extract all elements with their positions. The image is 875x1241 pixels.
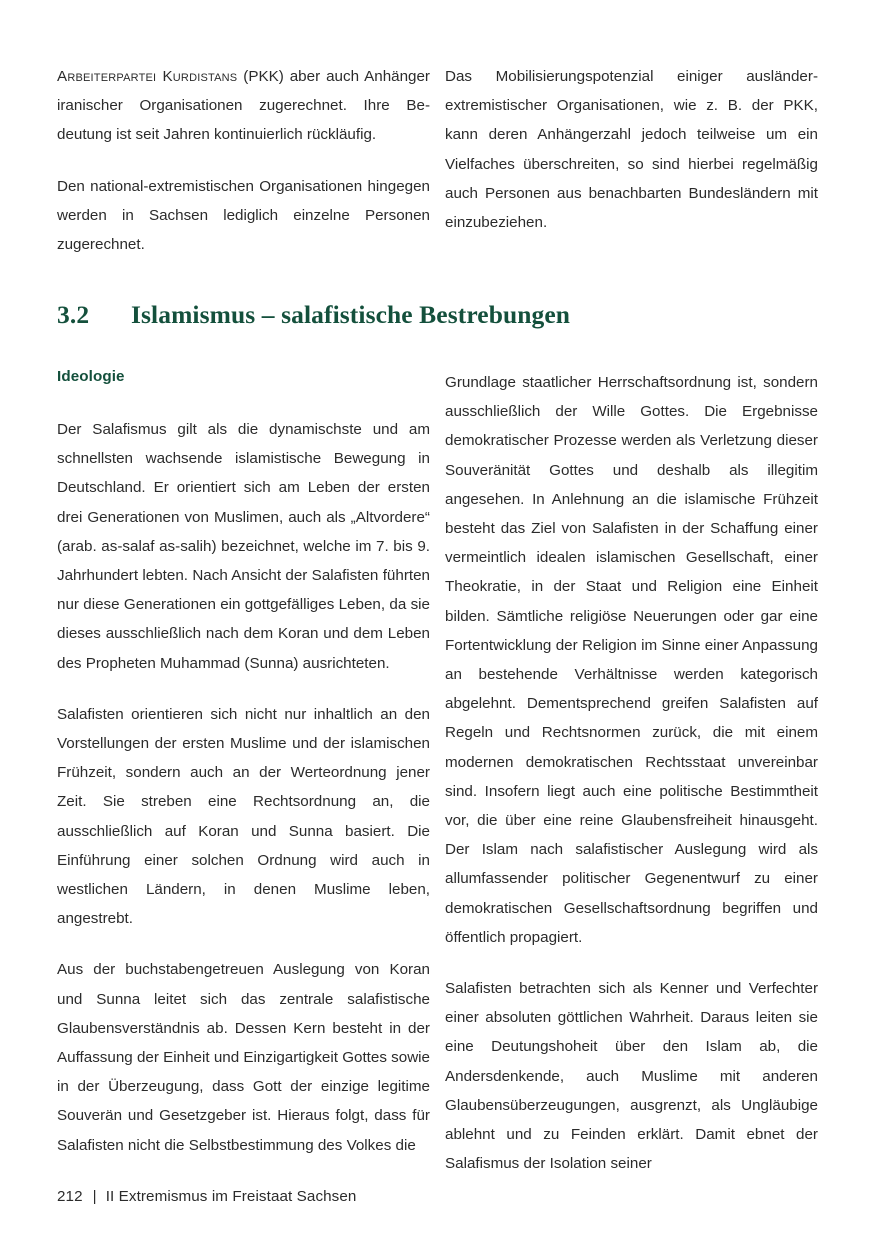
paragraph-text: (PKK) aber auch Anhänger iranischer Organisationen zugerechnet. Ihre Bedeutung ist seit Jahren kontinuierlich rückläufig. xyxy=(57,68,430,144)
page-footer xyxy=(57,1188,356,1205)
top-columns-row xyxy=(57,62,818,259)
section-title: Islamismus – salafistische Bestrebungen xyxy=(131,300,571,329)
paragraph: Grundlage staatlicher Herrschaftsordnung ist, sondern ausschließlich der Wille Gottes. Die Ergebnisse demokratischer Prozesse werden als Verletzung dieser Souveränität Gottes und deshalb als illegitim angesehen. In Anlehnung an die islamische Frühzeit besteht das Ziel von Salafisten in der Schaffung einer vermeintlich idealen islamischen Gesellschaft, einer Theokratie, in der Staat und Religion eine Einheit bilden. Sämtliche religiöse Neuerungen oder gar eine Fortentwicklung der Religion im Sinne einer Anpassung an bestehende Verhältnisse werden kategorisch abgelehnt. Dementsprechend greifen Salafisten auf Regeln und Rechtsnormen zurück, die mit einem modernen demokratischen Rechtsstaat unvereinbar sind. Insofern liegt auch eine politische Bestimmtheit vor, die über eine reine Glaubensfreiheit hinausgeht. Der Islam nach salafistischer Auslegung wird als allumfassender politischer Gegenentwurf zu einer demokratischen Gesellschaftsordnung begriffen und öffentlich propagiert. xyxy=(445,374,818,946)
section-number: 3.2 xyxy=(57,300,90,329)
paragraph: Salafisten betrachten sich als Kenner und Verfechter einer absoluten göttlichen Wahrheit. Daraus leiten sie eine Deutungshoheit über den Islam ab, die Andersdenkende, auch Muslime mit anderen Glaubensüberzeugungen, ausgrenzt, als Ungläubige ablehnt und zu Feinden erklärt. Damit ebnet der Salafismus der Isolation seiner xyxy=(445,980,818,1173)
paragraph: Aus der buchstabengetreuen Auslegung von Koran und Sunna leitet sich das zentrale salafistische Glaubensverständnis ab. Dessen Kern besteht in der Auffassung der Einheit und Einzigartigkeit Gottes sowie in der Überzeugung, dass Gott der einzige legitime Souverän und Gesetzgeber ist. Hieraus folgt, dass für Salafisten nicht die Selbstbestimmung des Volkes die xyxy=(57,961,430,1154)
paragraph: Den national-extremistischen Organisationen hingegen werden in Sachsen lediglich einzelne Personen zugerechnet. xyxy=(57,177,430,254)
top-columns-block xyxy=(57,62,818,259)
paragraph: Der Salafismus gilt als die dynamischste und am schnellsten wachsende islamistische Bewegung in Deutschland. Er orientiert sich am Leben der ersten drei Generationen von Muslimen, auch als „Altvordere“ (arab. as-salaf as-salih) bezeichnet, welche im 7. bis 9. Jahrhundert lebten. Nach Ansicht der Salafisten führten nur diese Generationen ein gottgefälliges Leben, da sie dieses ausschließlich nach dem Koran und dem Leben des Propheten Muhammad (Sunna) ausrichteten. xyxy=(57,421,430,672)
footer-page-number: 212 xyxy=(57,1188,83,1205)
footer-title: II Extremismus im Freistaat Sachsen xyxy=(105,1188,357,1205)
section-heading xyxy=(57,300,805,330)
footer-separator: | xyxy=(92,1188,97,1205)
paragraph xyxy=(57,62,430,150)
subheading-ideologie: Ideologie xyxy=(57,368,125,385)
top-left-column xyxy=(57,62,430,259)
smallcaps-lead: Arbeiterpartei Kurdistans xyxy=(57,68,238,85)
top-right-column xyxy=(445,62,818,237)
paragraph: Das Mobilisierungspotenzial einiger ausländerextremistischer Organisationen, wie z. B. der PKK, kann deren Anhängerzahl jedoch teilweise um ein Vielfaches überschreiten, so sind hierbei regelmäßig auch Personen aus benachbarten Bundesländern mit einzubeziehen. xyxy=(445,68,818,232)
lower-left-column xyxy=(57,415,430,1160)
lower-right-column xyxy=(445,368,818,1178)
paragraph: Salafisten orientieren sich nicht nur inhaltlich an den Vorstellungen der ersten Muslime und der islamischen Frühzeit, sondern auch an der Werteordnung jener Zeit. Sie streben eine Rechtsordnung an, die ausschließlich auf Koran und Sunna basiert. Die Einführung einer solchen Ordnung wird auch in westlichen Ländern, in denen Muslime leben, angestrebt. xyxy=(57,705,430,928)
